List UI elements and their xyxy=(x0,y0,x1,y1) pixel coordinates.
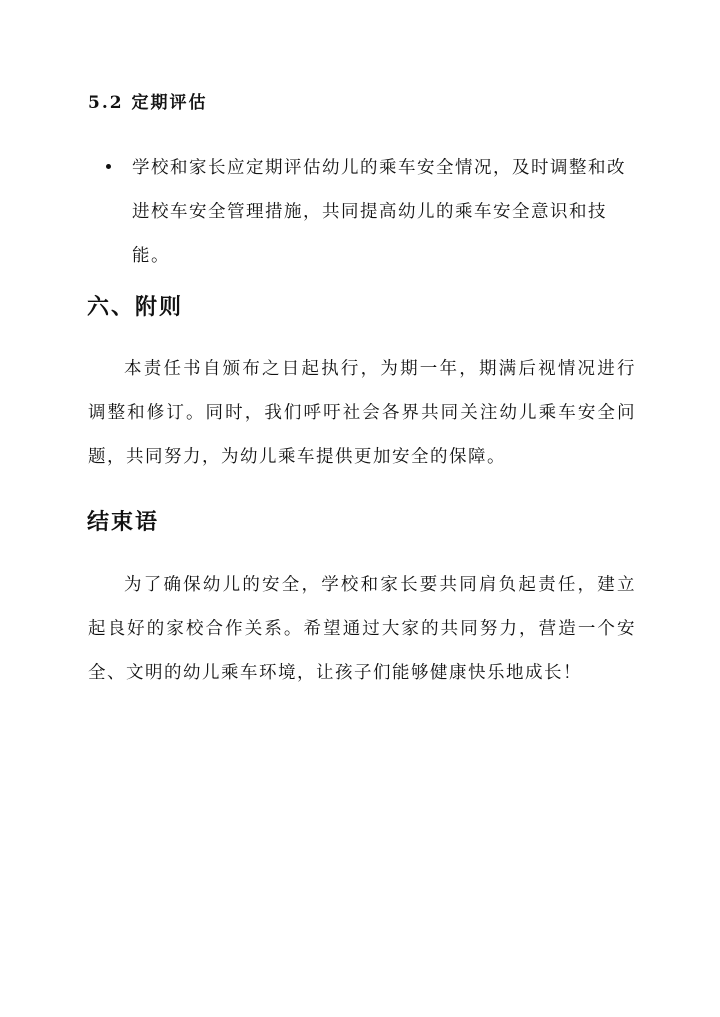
section-heading-appendix: 六、附则 xyxy=(87,294,184,320)
section-heading-5-2: 5.2 定期评估 xyxy=(88,93,208,113)
section-heading-conclusion: 结束语 xyxy=(87,509,160,535)
list-item-text: 学校和家长应定期评估幼儿的乘车安全情况，及时调整和改进校车安全管理措施，共同提高幼儿的乘车安全意识和技能。 xyxy=(132,158,626,266)
list-item xyxy=(100,146,640,278)
paragraph-appendix: 本责任书自颁布之日起执行，为期一年，期满后视情况进行调整和修订。同时，我们呼吁社会各界共同关注幼儿乘车安全问题，共同努力，为幼儿乘车提供更加安全的保障。 xyxy=(88,359,636,467)
paragraph-conclusion: 为了确保幼儿的安全，学校和家长要共同肩负起责任，建立起良好的家校合作关系。希望通过大家的共同努力，营造一个安全、文明的幼儿乘车环境，让孩子们能够健康快乐地成长！ xyxy=(88,575,636,683)
bullet-list xyxy=(100,146,640,278)
bullet-icon xyxy=(106,164,111,169)
